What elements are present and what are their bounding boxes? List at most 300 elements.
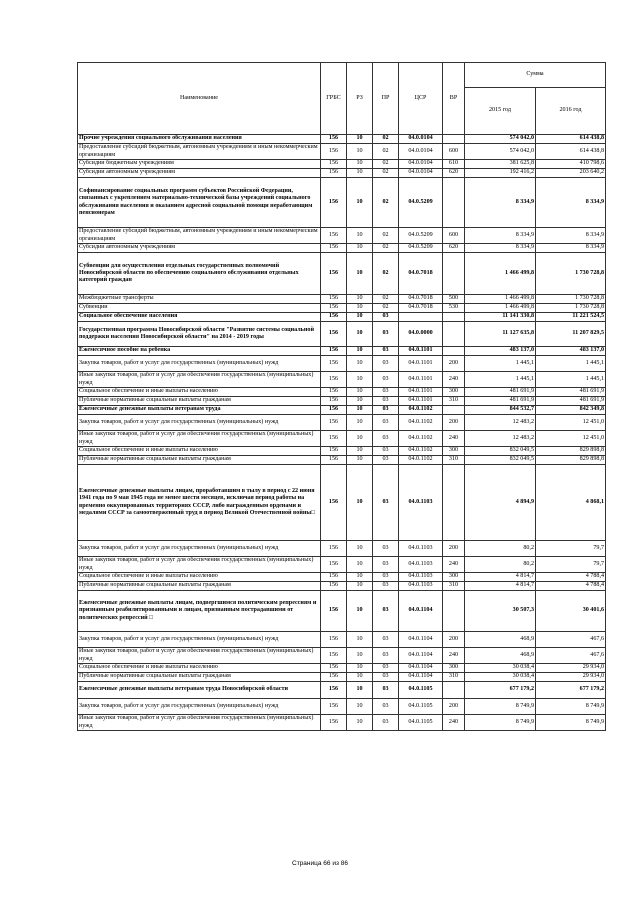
- cell-pr: 03: [373, 664, 399, 673]
- cell-csr: 04.0.1104: [399, 591, 443, 632]
- cell-amount-2016: 79,7: [536, 541, 606, 557]
- table-body: [78, 135, 606, 731]
- cell-pr: 02: [373, 253, 399, 295]
- cell-vr: 310: [443, 673, 465, 682]
- cell-amount-2015: 8 334,9: [465, 228, 536, 244]
- cell-rz: 10: [347, 178, 373, 228]
- cell-grbs: 156: [321, 447, 347, 456]
- cell-csr: 04.0.1105: [399, 699, 443, 715]
- cell-grbs: 156: [321, 244, 347, 253]
- cell-rz: 10: [347, 447, 373, 456]
- cell-vr: 300: [443, 447, 465, 456]
- cell-amount-2015: 80,2: [465, 541, 536, 557]
- table-row: [78, 347, 606, 356]
- cell-amount-2016: 677 179,2: [536, 682, 606, 699]
- header-pr: ПР: [373, 63, 399, 135]
- table-row: [78, 135, 606, 144]
- cell-amount-2015: 468,9: [465, 648, 536, 664]
- cell-amount-2016: 481 691,9: [536, 388, 606, 397]
- cell-csr: 04.0.1102: [399, 415, 443, 431]
- cell-csr: 04.0.1104: [399, 673, 443, 682]
- cell-pr: 02: [373, 169, 399, 178]
- cell-amount-2015: 80,2: [465, 557, 536, 573]
- cell-amount-2016: 410 798,6: [536, 160, 606, 169]
- cell-amount-2016: 614 438,8: [536, 144, 606, 160]
- cell-grbs: 156: [321, 664, 347, 673]
- cell-amount-2015: 192 416,2: [465, 169, 536, 178]
- cell-pr: 03: [373, 372, 399, 388]
- cell-amount-2016: 8 334,9: [536, 244, 606, 253]
- cell-grbs: 156: [321, 431, 347, 447]
- cell-name: Субвенции для осуществления отдельных государственных полномочий Новосибирской области по обеспечению социального обслуживания отдельных категорий граждан: [78, 253, 321, 295]
- cell-rz: 10: [347, 253, 373, 295]
- cell-rz: 10: [347, 557, 373, 573]
- cell-amount-2016: 11 207 829,5: [536, 322, 606, 347]
- cell-grbs: 156: [321, 632, 347, 648]
- cell-csr: 04.0.1103: [399, 541, 443, 557]
- cell-pr: 03: [373, 406, 399, 415]
- cell-grbs: 156: [321, 397, 347, 406]
- cell-amount-2016: 29 934,0: [536, 673, 606, 682]
- cell-pr: 03: [373, 682, 399, 699]
- cell-rz: 10: [347, 673, 373, 682]
- cell-amount-2015: 1 466 499,8: [465, 295, 536, 304]
- cell-grbs: 156: [321, 465, 347, 541]
- cell-amount-2015: 8 749,9: [465, 715, 536, 731]
- cell-vr: 200: [443, 541, 465, 557]
- cell-amount-2015: 30 507,3: [465, 591, 536, 632]
- cell-csr: 04.0.5209: [399, 178, 443, 228]
- cell-grbs: 156: [321, 169, 347, 178]
- table-row: [78, 573, 606, 582]
- cell-csr: 04.0.0104: [399, 144, 443, 160]
- cell-vr: 620: [443, 244, 465, 253]
- cell-grbs: 156: [321, 304, 347, 313]
- table-row: [78, 406, 606, 415]
- cell-amount-2015: 468,9: [465, 632, 536, 648]
- cell-pr: 03: [373, 456, 399, 465]
- cell-vr: 300: [443, 388, 465, 397]
- cell-vr: 200: [443, 632, 465, 648]
- cell-name: Государственная программа Новосибирской области "Развитие системы социальной поддержки населения Новосибирской области" на 2014 - 2019 годы: [78, 322, 321, 347]
- table-row: [78, 253, 606, 295]
- table-row: [78, 415, 606, 431]
- cell-grbs: 156: [321, 322, 347, 347]
- cell-rz: 10: [347, 135, 373, 144]
- cell-csr: 04.0.1102: [399, 406, 443, 415]
- cell-csr: 04.0.0000: [399, 322, 443, 347]
- cell-rz: 10: [347, 591, 373, 632]
- cell-amount-2015: 832 049,5: [465, 456, 536, 465]
- cell-amount-2016: 8 749,9: [536, 699, 606, 715]
- cell-pr: 03: [373, 388, 399, 397]
- cell-rz: 10: [347, 356, 373, 372]
- cell-grbs: 156: [321, 228, 347, 244]
- cell-name: Ежемесячное пособие на ребенка: [78, 347, 321, 356]
- cell-amount-2016: 614 438,8: [536, 135, 606, 144]
- cell-vr: 240: [443, 431, 465, 447]
- cell-name: Ежемесячные денежные выплаты ветеранам труда Новосибирской области: [78, 682, 321, 699]
- cell-amount-2015: 1 466 499,8: [465, 253, 536, 295]
- cell-grbs: 156: [321, 253, 347, 295]
- cell-amount-2016: 481 691,9: [536, 397, 606, 406]
- cell-rz: 10: [347, 388, 373, 397]
- cell-amount-2015: 12 483,2: [465, 415, 536, 431]
- cell-rz: 10: [347, 322, 373, 347]
- cell-vr: 240: [443, 648, 465, 664]
- cell-amount-2015: 11 127 635,8: [465, 322, 536, 347]
- cell-amount-2016: 8 334,9: [536, 178, 606, 228]
- table-row: [78, 228, 606, 244]
- cell-grbs: 156: [321, 372, 347, 388]
- cell-vr: 600: [443, 228, 465, 244]
- cell-name: Публичные нормативные социальные выплаты гражданам: [78, 673, 321, 682]
- cell-vr: 240: [443, 557, 465, 573]
- cell-grbs: 156: [321, 541, 347, 557]
- cell-csr: 04.0.1101: [399, 356, 443, 372]
- table-row: [78, 178, 606, 228]
- cell-pr: 03: [373, 591, 399, 632]
- cell-name: Иные закупки товаров, работ и услуг для обеспечения государственных (муниципальных) нужд: [78, 372, 321, 388]
- cell-pr: 03: [373, 397, 399, 406]
- header-sum: Сумма: [465, 63, 606, 88]
- table-row: [78, 673, 606, 682]
- cell-pr: 03: [373, 347, 399, 356]
- cell-amount-2016: 12 451,0: [536, 415, 606, 431]
- cell-grbs: 156: [321, 356, 347, 372]
- cell-name: Закупка товаров, работ и услуг для государственных (муниципальных) нужд: [78, 541, 321, 557]
- cell-pr: 03: [373, 431, 399, 447]
- header-grbs: ГРБС: [321, 63, 347, 135]
- header-name: Наименование: [78, 63, 321, 135]
- cell-rz: 10: [347, 244, 373, 253]
- cell-vr: 300: [443, 573, 465, 582]
- cell-vr: 310: [443, 456, 465, 465]
- cell-rz: 10: [347, 715, 373, 731]
- cell-grbs: 156: [321, 144, 347, 160]
- cell-grbs: 156: [321, 573, 347, 582]
- cell-grbs: 156: [321, 591, 347, 632]
- cell-amount-2016: 1 730 728,8: [536, 253, 606, 295]
- cell-amount-2016: 29 934,0: [536, 664, 606, 673]
- cell-pr: 02: [373, 160, 399, 169]
- cell-grbs: 156: [321, 648, 347, 664]
- cell-pr: 03: [373, 673, 399, 682]
- cell-name: Иные закупки товаров, работ и услуг для обеспечения государственных (муниципальных) нужд: [78, 715, 321, 731]
- cell-pr: 03: [373, 465, 399, 541]
- table-row: [78, 295, 606, 304]
- cell-grbs: 156: [321, 178, 347, 228]
- cell-name: Иные закупки товаров, работ и услуг для обеспечения государственных (муниципальных) нужд: [78, 557, 321, 573]
- cell-amount-2015: 30 038,4: [465, 673, 536, 682]
- cell-name: Ежемесячные денежные выплаты ветеранам труда: [78, 406, 321, 415]
- cell-amount-2016: 842 349,8: [536, 406, 606, 415]
- cell-pr: 03: [373, 632, 399, 648]
- cell-grbs: 156: [321, 582, 347, 591]
- cell-csr: 04.0.0104: [399, 160, 443, 169]
- cell-amount-2015: 4 814,7: [465, 573, 536, 582]
- cell-vr: [443, 465, 465, 541]
- cell-amount-2015: 832 049,5: [465, 447, 536, 456]
- table-row: [78, 169, 606, 178]
- cell-csr: [399, 313, 443, 322]
- cell-amount-2015: 1 466 499,8: [465, 304, 536, 313]
- cell-name: Иные закупки товаров, работ и услуг для обеспечения государственных (муниципальных) нужд: [78, 648, 321, 664]
- table-row: [78, 144, 606, 160]
- cell-csr: 04.0.0104: [399, 169, 443, 178]
- cell-amount-2016: 4 788,4: [536, 573, 606, 582]
- cell-csr: 04.0.5209: [399, 228, 443, 244]
- cell-pr: 03: [373, 699, 399, 715]
- cell-grbs: 156: [321, 388, 347, 397]
- header-csr: ЦСР: [399, 63, 443, 135]
- cell-amount-2015: 1 445,1: [465, 372, 536, 388]
- header-year-2016: 2016 год: [536, 88, 606, 135]
- cell-grbs: 156: [321, 347, 347, 356]
- cell-name: Публичные нормативные социальные выплаты гражданам: [78, 582, 321, 591]
- cell-grbs: 156: [321, 456, 347, 465]
- cell-rz: 10: [347, 347, 373, 356]
- cell-csr: 04.0.1103: [399, 573, 443, 582]
- cell-vr: 610: [443, 160, 465, 169]
- cell-amount-2016: 12 451,0: [536, 431, 606, 447]
- cell-pr: 03: [373, 415, 399, 431]
- cell-amount-2015: 11 141 330,8: [465, 313, 536, 322]
- table-row: [78, 322, 606, 347]
- cell-name: Закупка товаров, работ и услуг для государственных (муниципальных) нужд: [78, 699, 321, 715]
- cell-name: Прочие учреждения социального обслуживания населения: [78, 135, 321, 144]
- cell-vr: 530: [443, 304, 465, 313]
- table-row: [78, 388, 606, 397]
- table-row: [78, 664, 606, 673]
- cell-vr: 240: [443, 372, 465, 388]
- table-row: [78, 244, 606, 253]
- cell-rz: 10: [347, 465, 373, 541]
- cell-amount-2016: 203 640,2: [536, 169, 606, 178]
- cell-vr: [443, 135, 465, 144]
- cell-name: Иные закупки товаров, работ и услуг для обеспечения государственных (муниципальных) нужд: [78, 431, 321, 447]
- table-row: [78, 372, 606, 388]
- cell-amount-2016: 79,7: [536, 557, 606, 573]
- table-row: [78, 557, 606, 573]
- cell-pr: 02: [373, 135, 399, 144]
- table-header: [78, 63, 606, 135]
- cell-vr: [443, 178, 465, 228]
- cell-csr: 04.0.7018: [399, 304, 443, 313]
- cell-rz: 10: [347, 415, 373, 431]
- cell-name: Межбюджетные трансферты: [78, 295, 321, 304]
- cell-csr: 04.0.1102: [399, 447, 443, 456]
- cell-vr: [443, 347, 465, 356]
- cell-amount-2016: 30 401,6: [536, 591, 606, 632]
- cell-amount-2015: 677 179,2: [465, 682, 536, 699]
- cell-vr: [443, 406, 465, 415]
- cell-amount-2016: 1 445,1: [536, 356, 606, 372]
- cell-csr: 04.0.1104: [399, 648, 443, 664]
- table-row: [78, 591, 606, 632]
- header-rz: РЗ: [347, 63, 373, 135]
- cell-rz: 10: [347, 160, 373, 169]
- cell-rz: 10: [347, 541, 373, 557]
- cell-rz: 10: [347, 304, 373, 313]
- cell-csr: 04.0.1105: [399, 715, 443, 731]
- cell-amount-2016: 8 749,9: [536, 715, 606, 731]
- cell-vr: [443, 313, 465, 322]
- cell-vr: [443, 682, 465, 699]
- table-row: [78, 304, 606, 313]
- table-row: [78, 397, 606, 406]
- cell-grbs: 156: [321, 415, 347, 431]
- cell-vr: 200: [443, 356, 465, 372]
- cell-name: Предоставление субсидий бюджетным, автономным учреждениям и иным некоммерческим организациям: [78, 144, 321, 160]
- cell-name: Субсидии автономным учреждениям: [78, 244, 321, 253]
- cell-name: Социальное обеспечение и иные выплаты населению: [78, 388, 321, 397]
- cell-grbs: 156: [321, 406, 347, 415]
- cell-name: Закупка товаров, работ и услуг для государственных (муниципальных) нужд: [78, 356, 321, 372]
- cell-rz: 10: [347, 431, 373, 447]
- cell-amount-2015: 30 038,4: [465, 664, 536, 673]
- table-row: [78, 632, 606, 648]
- cell-csr: 04.0.1103: [399, 582, 443, 591]
- cell-amount-2015: 12 483,2: [465, 431, 536, 447]
- cell-csr: 04.0.7018: [399, 253, 443, 295]
- cell-grbs: 156: [321, 673, 347, 682]
- cell-grbs: 156: [321, 313, 347, 322]
- cell-csr: 04.0.1102: [399, 431, 443, 447]
- page-number: Страница 66 из 86: [292, 860, 348, 867]
- cell-name: Социальное обеспечение населения: [78, 313, 321, 322]
- cell-rz: 10: [347, 699, 373, 715]
- table-row: [78, 447, 606, 456]
- cell-amount-2015: 574 042,0: [465, 135, 536, 144]
- table-row: [78, 313, 606, 322]
- cell-pr: 02: [373, 144, 399, 160]
- cell-pr: 03: [373, 356, 399, 372]
- cell-amount-2015: 8 334,9: [465, 178, 536, 228]
- cell-csr: 04.0.1103: [399, 557, 443, 573]
- cell-amount-2016: 1 730 728,8: [536, 304, 606, 313]
- cell-amount-2016: 4 868,1: [536, 465, 606, 541]
- cell-vr: 620: [443, 169, 465, 178]
- cell-vr: 310: [443, 397, 465, 406]
- cell-amount-2016: 467,6: [536, 632, 606, 648]
- cell-rz: 10: [347, 573, 373, 582]
- cell-vr: [443, 322, 465, 347]
- cell-vr: 300: [443, 664, 465, 673]
- cell-pr: 03: [373, 557, 399, 573]
- cell-pr: 03: [373, 322, 399, 347]
- cell-csr: 04.0.1101: [399, 388, 443, 397]
- cell-amount-2016: 829 898,8: [536, 456, 606, 465]
- table-row: [78, 431, 606, 447]
- budget-table: [77, 62, 606, 731]
- table-row: [78, 699, 606, 715]
- cell-name: Закупка товаров, работ и услуг для государственных (муниципальных) нужд: [78, 632, 321, 648]
- cell-pr: 02: [373, 304, 399, 313]
- cell-rz: 10: [347, 228, 373, 244]
- header-vr: ВР: [443, 63, 465, 135]
- cell-rz: 10: [347, 664, 373, 673]
- cell-amount-2015: 483 137,0: [465, 347, 536, 356]
- cell-name: Публичные нормативные социальные выплаты гражданам: [78, 456, 321, 465]
- cell-grbs: 156: [321, 160, 347, 169]
- cell-pr: 02: [373, 228, 399, 244]
- cell-grbs: 156: [321, 557, 347, 573]
- cell-amount-2016: 1 445,1: [536, 372, 606, 388]
- table-row: [78, 456, 606, 465]
- cell-vr: 240: [443, 715, 465, 731]
- table-row: [78, 541, 606, 557]
- cell-csr: 04.0.1101: [399, 347, 443, 356]
- cell-pr: 03: [373, 541, 399, 557]
- cell-vr: [443, 591, 465, 632]
- cell-name: Софинансирование социальных программ субъектов Российской Федерации, связанных с укреплением материально-технической базы учреждений социального обслуживания населения и оказанием адресной социальной помощи неработающим пенсионерам: [78, 178, 321, 228]
- cell-name: Социальное обеспечение и иные выплаты населению: [78, 447, 321, 456]
- cell-name: Субсидии автономным учреждениям: [78, 169, 321, 178]
- cell-amount-2015: 481 691,9: [465, 388, 536, 397]
- cell-amount-2015: 4 814,7: [465, 582, 536, 591]
- cell-amount-2016: 8 334,9: [536, 228, 606, 244]
- cell-csr: 04.0.5209: [399, 244, 443, 253]
- cell-rz: 10: [347, 682, 373, 699]
- cell-pr: 02: [373, 295, 399, 304]
- cell-rz: 10: [347, 632, 373, 648]
- cell-rz: 10: [347, 372, 373, 388]
- cell-amount-2015: 381 625,8: [465, 160, 536, 169]
- cell-name: Ежемесячные денежные выплаты лицам, подвергшимся политическим репрессиям и признанным реабилитированными и лицам, признанным пострадавшими от политических репрессий □: [78, 591, 321, 632]
- cell-amount-2015: 574 042,0: [465, 144, 536, 160]
- cell-amount-2015: 1 445,1: [465, 356, 536, 372]
- cell-amount-2016: 483 137,0: [536, 347, 606, 356]
- cell-grbs: 156: [321, 699, 347, 715]
- table-row: [78, 648, 606, 664]
- cell-amount-2016: 4 788,4: [536, 582, 606, 591]
- cell-pr: 03: [373, 313, 399, 322]
- table-row: [78, 465, 606, 541]
- cell-vr: 200: [443, 415, 465, 431]
- cell-rz: 10: [347, 295, 373, 304]
- cell-name: Субсидии бюджетным учреждениям: [78, 160, 321, 169]
- cell-csr: 04.0.1101: [399, 372, 443, 388]
- cell-grbs: 156: [321, 135, 347, 144]
- cell-amount-2016: 11 221 524,5: [536, 313, 606, 322]
- cell-rz: 10: [347, 169, 373, 178]
- cell-amount-2015: 4 894,9: [465, 465, 536, 541]
- cell-pr: 03: [373, 715, 399, 731]
- cell-vr: 500: [443, 295, 465, 304]
- cell-csr: 04.0.7018: [399, 295, 443, 304]
- cell-pr: 03: [373, 582, 399, 591]
- cell-amount-2016: 467,6: [536, 648, 606, 664]
- cell-csr: 04.0.1101: [399, 397, 443, 406]
- cell-csr: 04.0.0104: [399, 135, 443, 144]
- cell-pr: 03: [373, 573, 399, 582]
- cell-vr: 600: [443, 144, 465, 160]
- cell-rz: 10: [347, 406, 373, 415]
- cell-pr: 03: [373, 648, 399, 664]
- cell-csr: 04.0.1102: [399, 456, 443, 465]
- cell-name: Закупка товаров, работ и услуг для государственных (муниципальных) нужд: [78, 415, 321, 431]
- cell-csr: 04.0.1104: [399, 664, 443, 673]
- cell-rz: 10: [347, 144, 373, 160]
- cell-rz: 10: [347, 397, 373, 406]
- cell-csr: 04.0.1104: [399, 632, 443, 648]
- cell-vr: 310: [443, 582, 465, 591]
- table-row: [78, 160, 606, 169]
- cell-amount-2015: 481 691,9: [465, 397, 536, 406]
- cell-vr: [443, 253, 465, 295]
- cell-vr: 200: [443, 699, 465, 715]
